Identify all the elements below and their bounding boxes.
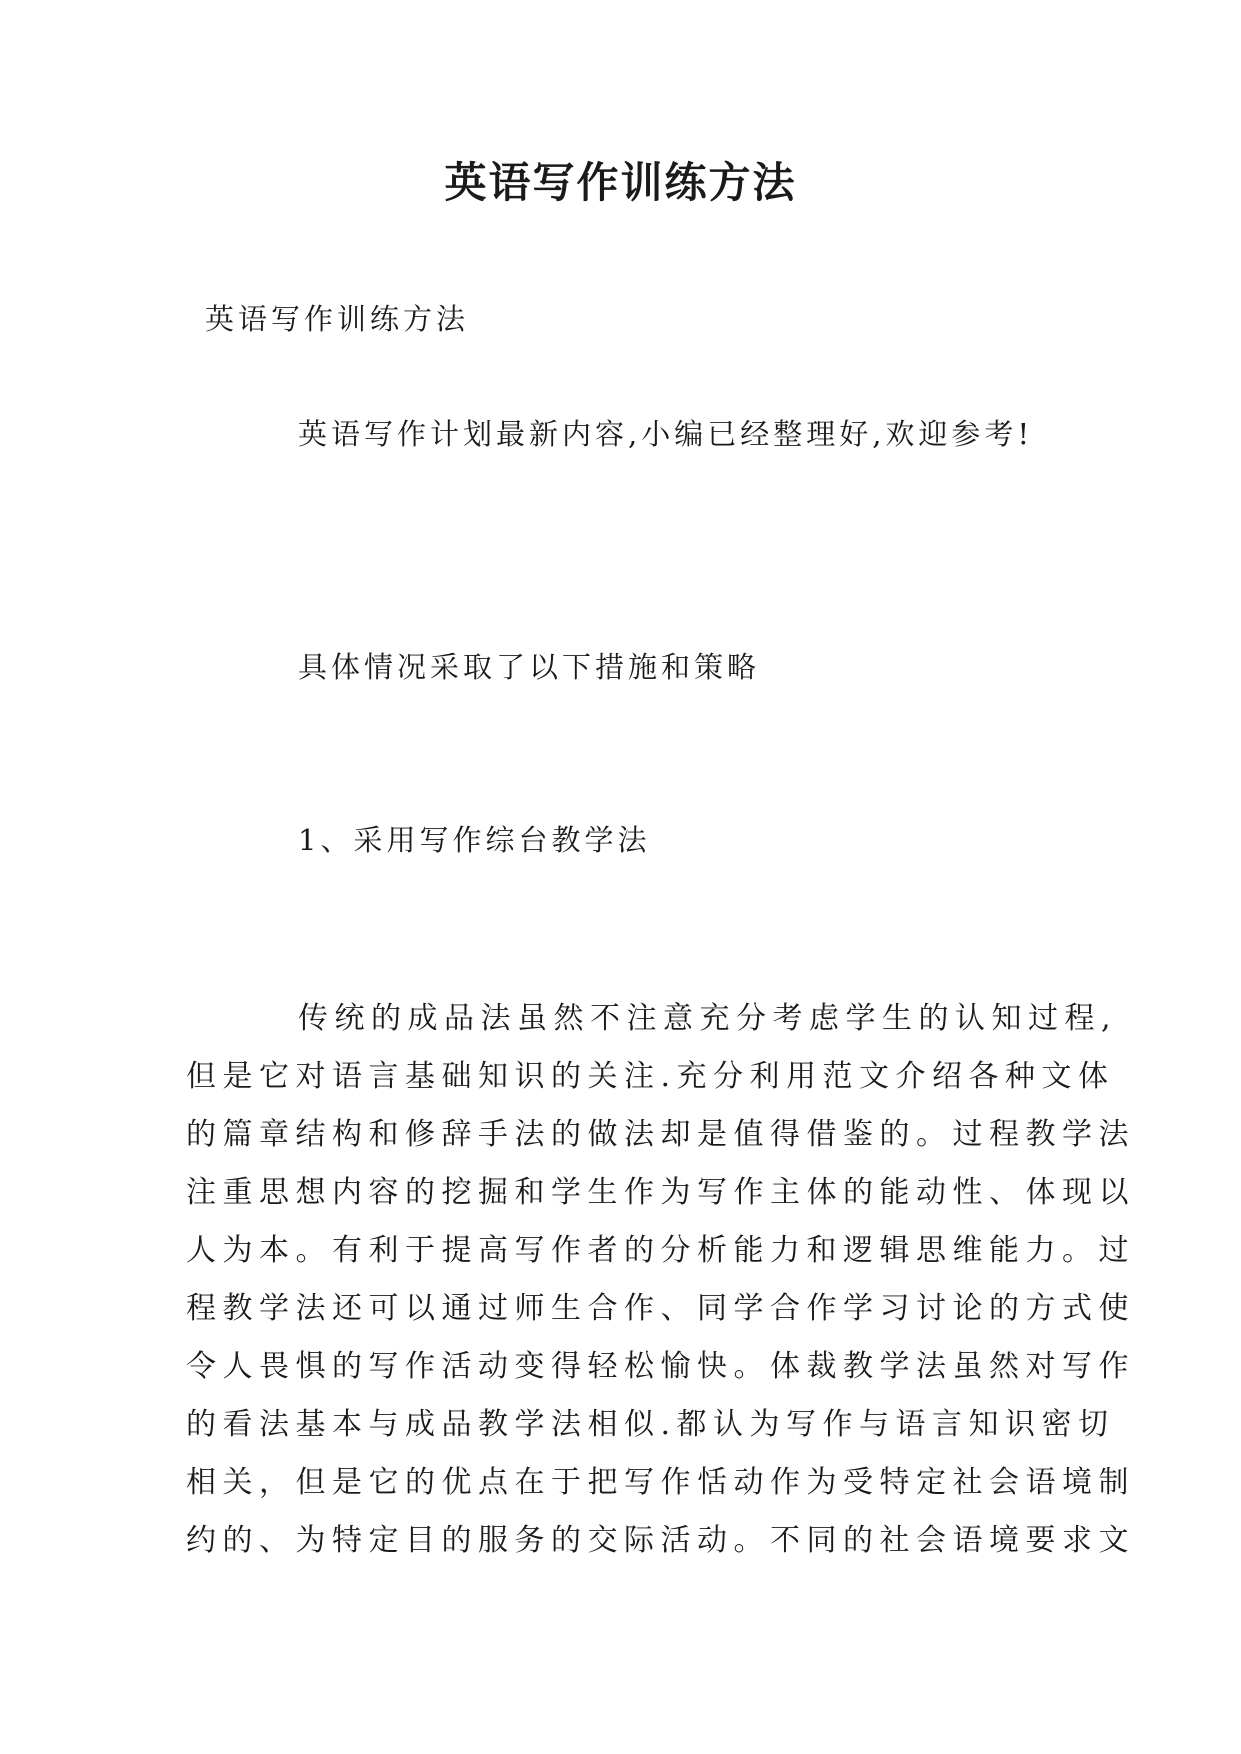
section-heading-1: 1、采用写作综台教学法	[298, 823, 651, 857]
document-title: 英语写作训练方法	[444, 158, 797, 207]
body-line: 传统的成品法虽然不注意充分考虑学生的认知过程,	[298, 1001, 1118, 1036]
document-subtitle: 英语写作训练方法	[205, 302, 470, 336]
body-line: 约的、为特定目的服务的交际活动。不同的社会语境要求文	[186, 1523, 1135, 1558]
body-line: 的篇章结构和修辞手法的做法却是值得借鉴的。过程教学法	[186, 1117, 1135, 1152]
body-line: 但是它对语言基础知识的关注.充分利用范文介绍各种文体	[186, 1059, 1115, 1094]
body-line: 令人畏惧的写作活动变得轻松愉快。体裁教学法虽然对写作	[186, 1349, 1135, 1384]
measures-paragraph: 具体情况采取了以下措施和策略	[298, 650, 761, 684]
body-line: 相关，但是它的优点在于把写作恬动作为受特定社会语境制	[186, 1465, 1135, 1500]
body-line: 人为本。有利于提高写作者的分析能力和逻辑思维能力。过	[186, 1233, 1135, 1268]
body-line: 注重思想内容的挖掘和学生作为写作主体的能动性、体现以	[186, 1175, 1135, 1210]
body-paragraph	[186, 990, 1135, 1570]
body-line: 程教学法还可以通过师生合作、同学合作学习讨论的方式使	[186, 1291, 1135, 1326]
body-line: 的看法基本与成品教学法相似.都认为写作与语言知识密切	[186, 1407, 1115, 1442]
intro-paragraph: 英语写作计划最新内容,小编已经整理好,欢迎参考!	[298, 417, 1034, 451]
